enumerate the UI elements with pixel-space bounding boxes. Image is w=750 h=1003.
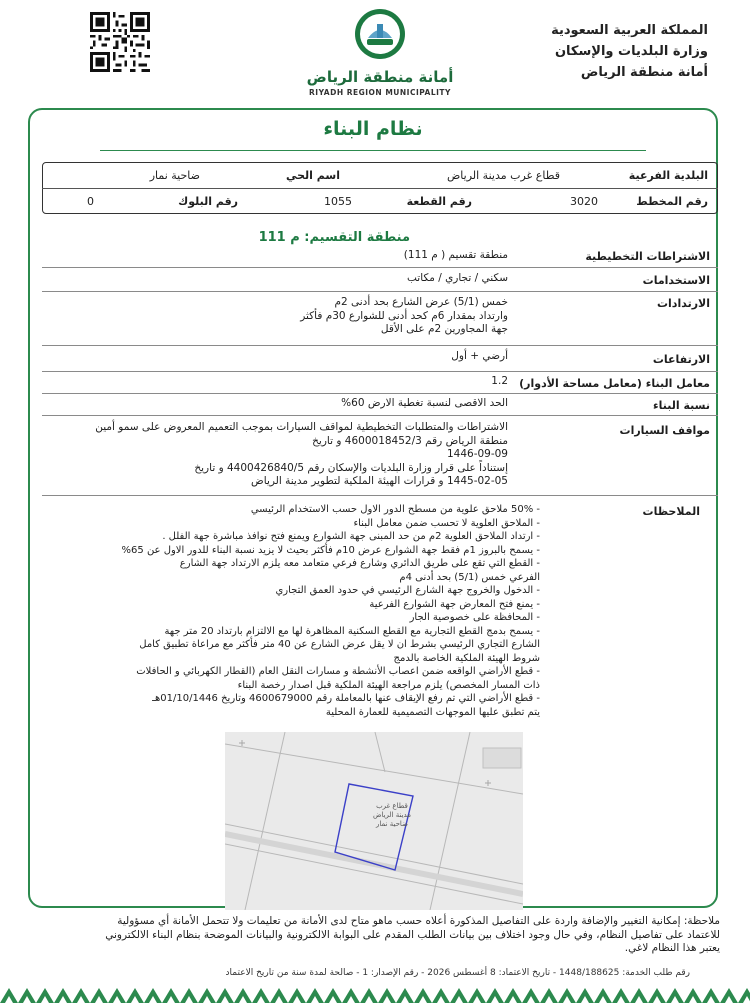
uses-label: الاستخدامات: [642, 274, 710, 287]
note-item: - الدخول والخروج جهة الشارع الرئيسي في حدود العمق التجاري: [275, 585, 540, 596]
logo-name-en: RIYADH REGION MUNICIPALITY: [309, 88, 451, 97]
plot-number-label: رقم القطعة: [406, 195, 472, 208]
note-item: شروط الهيئة الملكية الخاصة بالدمج: [393, 652, 540, 664]
sub-municipality-value: قطاع غرب مدينة الرياض: [447, 169, 560, 182]
note-item: - يسمح بدمج القطع التجارية مع القطع السكنية المظاهرة لها مع الالتزام بارتداد 20 متر جهة: [164, 625, 540, 637]
notes-label: الملاحظات: [642, 505, 700, 518]
note-item: يتم تطبق عليها الموجهات التصميمية للعمارة المحلية: [325, 706, 540, 718]
coverage-value: الحد الاقصى لنسبة تغطية الارض 60%: [341, 397, 508, 409]
heights-value: أرضي + أول: [451, 350, 508, 362]
uses-value: سكني / تجاري / مكاتب: [407, 272, 508, 284]
plan-number-label: رقم المخطط: [636, 195, 708, 208]
note-item: - المحافظة على خصوصية الجار: [409, 612, 540, 623]
disclaimer: ملاحظة: إمكانية التغيير والإضافة واردة على التفاصيل المذكورة أعلاه حسب ماهو متاح لدى الأمانة من تعليمات ولا تتحمل الأمانة أي مسؤولية للاعتماد على تفاصيل النظام، وفي حال وجود اختلاف بين بيانات الطلب المقدم على البوابة الالكترونية والبيانات الموضحة بنظام البناء الالكتروني يعتبر هذا النظام لاغي.: [105, 915, 720, 954]
heights-label: الارتفاعات: [652, 353, 710, 366]
note-item: الشارع التجاري الرئيسي بشرط ان لا يقل عرض الشارع عن 40 متر فأكثر مع مراعاة تطبيق كامل: [139, 639, 540, 650]
parking-label: مواقف السيارات: [619, 424, 710, 437]
district-value: ضاحية نمار: [149, 169, 200, 182]
row-planning: [42, 246, 718, 268]
block-number-label: رقم البلوك: [178, 195, 238, 208]
row-far: [42, 372, 718, 394]
row-parking: [42, 416, 718, 496]
far-label: معامل البناء (معامل مساحة الأدوار): [519, 377, 710, 390]
plot-number-value: 1055: [324, 195, 352, 208]
sub-municipality-label: البلدية الفرعية: [628, 169, 708, 182]
note-item: - يمنع فتح المعارض جهة الشوارع الفرعية: [369, 598, 540, 610]
note-item: - قطع الأراضي الواقعه ضمن اعصاب الأنشطة و مسارات النقل العام (القطار الكهربائي و الحافلات: [136, 666, 540, 677]
note-item: الفرعي خمس (5/1) بحد أدنى 4م: [399, 571, 540, 583]
note-item: - 50% ملاحق علوية من مسطح الدور الاول حسب الاستخدام الرئيسي: [250, 504, 540, 515]
district-label: اسم الحي: [285, 169, 340, 182]
header-country: المملكة العربية السعودية: [551, 23, 708, 38]
setbacks-value: خمس (5/1) عرض الشارع بحد أدنى 2م وارتداد بمقدار 6م كحد أدنى للشوارع 30م فأكثر جهة المجاورين 2م على الأقل: [300, 296, 508, 335]
riyadh-municipality-emblem: [354, 8, 406, 60]
notes-list: [122, 503, 540, 719]
decorative-border-pattern: [0, 982, 750, 1003]
qr-code-icon: [90, 12, 150, 72]
plot-info-divider: [42, 188, 718, 189]
row-heights: [42, 346, 718, 372]
logo-name-ar: أمانة منطقة الرياض: [306, 68, 454, 86]
note-item: - قطع الأراضي التي تم رفع الإيقاف عنها بالمعاملة رقم 4600679000 وتاريخ 01/10/1446هـ: [152, 693, 540, 704]
note-item: ذات المسار المخصص) يلزم مراجعة الهيئة الملكية قبل اصدار رخصة البناء: [237, 679, 540, 691]
note-item: - ارتداد الملاحق العلوية 2م من حد المبنى جهة الشوارع ويمنع فتح نوافذ مباشرة جهة الفلل .: [162, 531, 540, 542]
header-ministry: وزارة البلديات والإسكان: [554, 44, 708, 59]
row-coverage: [42, 394, 718, 416]
map-label: قطاع غرب مدينة الرياض ضاحية نمار: [373, 802, 411, 828]
row-setbacks: [42, 292, 718, 346]
coverage-label: نسبة البناء: [653, 399, 710, 412]
planning-label: الاشتراطات التخطيطية: [585, 250, 710, 263]
zone-title: منطقة التقسيم: م 111: [258, 230, 410, 245]
block-number-value: 0: [87, 195, 94, 208]
municipality-logo: [300, 8, 460, 97]
planning-value: منطقة تقسيم ( م 111): [403, 249, 508, 261]
plot-location-map[interactable]: [225, 732, 523, 910]
issuer-header: [551, 20, 708, 83]
header-municipality: أمانة منطقة الرياض: [580, 65, 708, 80]
far-value: 1.2: [491, 375, 508, 387]
title-divider: [100, 150, 646, 151]
document-title: نظام البناء: [323, 118, 423, 140]
note-item: - يسمح بالبروز 1م فقط جهة الشوارع عرض 10م فأكثر بحيث لا يزيد نسبة البناء للدور الاول عن 65%: [121, 544, 540, 556]
service-reference: رقم طلب الخدمة: 1448/188625 - تاريخ الاعتماد: 8 أغسطس 2026 - رقم الإصدار: 1 - صالحة لمدة سنة من تاريخ الاعتماد: [225, 968, 690, 978]
plan-number-value: 3020: [570, 195, 598, 208]
row-uses: [42, 268, 718, 292]
note-item: - القطع التي تقع على طريق الدائري وشارع فرعي متعامد معه يلزم الارتداد جهة الشارع: [179, 558, 540, 569]
note-item: - الملاحق العلوية لا تحسب ضمن معامل البناء: [353, 517, 540, 529]
setbacks-label: الارتدادات: [656, 297, 710, 310]
parking-value: الاشتراطات والمتطلبات التخطيطية لمواقف السيارات بموجب التعميم المعروض على سمو أمين منطقة الرياض رقم 4600018452/3 و تاريخ 1446-09-09 إستناداً على قرار وزارة البلديات والإسكان رقم 4400426840/5 و تاريخ 1445-02-05 و قرارات الهيئة الملكية لتطوير مدينة الرياض: [95, 421, 508, 487]
